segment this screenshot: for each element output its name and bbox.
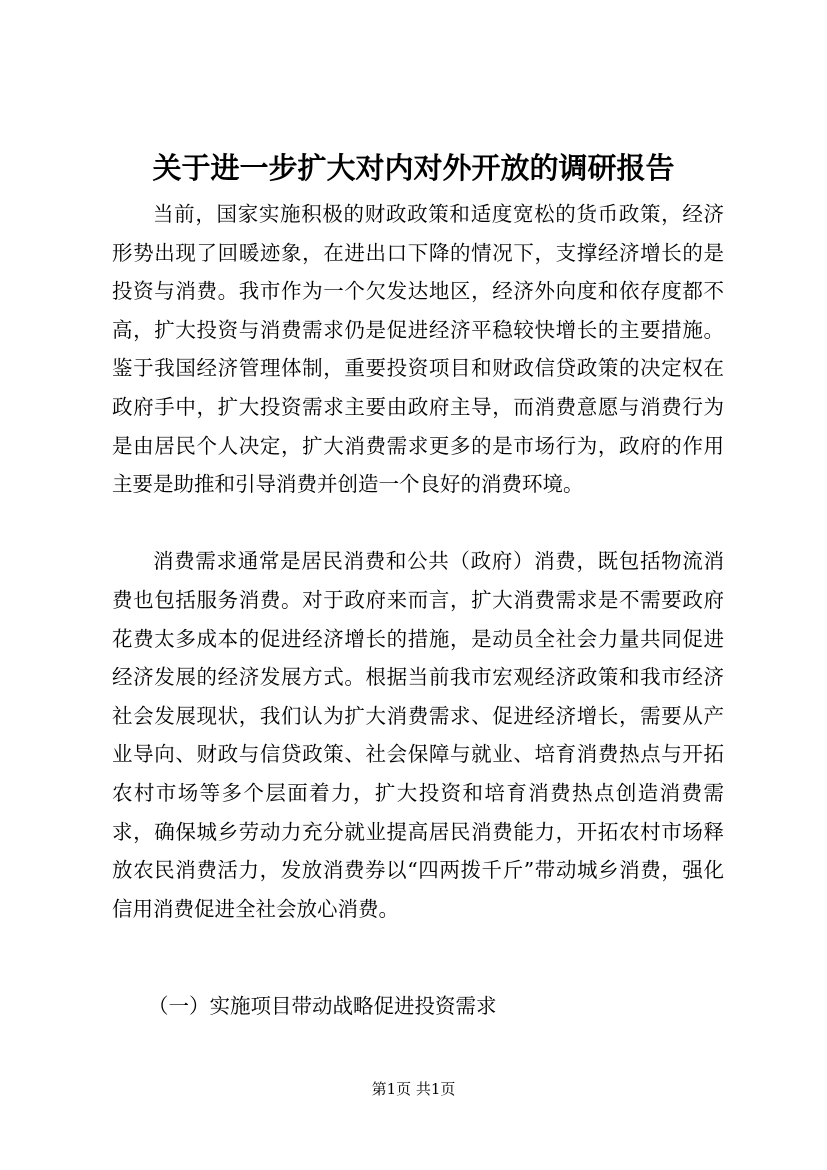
document-body — [112, 195, 724, 928]
paragraph: 当前，国家实施积极的财政政策和适度宽松的货币政策，经济形势出现了回暖迹象，在进出口下降的情况下，支撑经济增长的是投资与消费。我市作为一个欠发达地区，经济外向度和依存度都不高，扩大投资与消费需求仍是促进经济平稳较快增长的主要措施。鉴于我国经济管理体制，重要投资项目和财政信贷政策的决定权在政府手中，扩大投资需求主要由政府主导，而消费意愿与消费行为是由居民个人决定，扩大消费需求更多的是市场行为，政府的作用主要是助推和引导消费并创造一个良好的消费环境。 — [112, 202, 724, 497]
section-heading: （一）实施项目带动战略促进投资需求 — [148, 994, 497, 1018]
page-footer: 第1页 共1页 — [371, 1080, 456, 1098]
paragraph: 消费需求通常是居民消费和公共（政府）消费，既包括物流消费也包括服务消费。对于政府来而言，扩大消费需求是不需要政府花费太多成本的促进经济增长的措施，是动员全社会力量共同促进经济发展的经济发展方式。根据当前我市宏观经济政策和我市经济社会发展现状，我们认为扩大消费需求、促进经济增长，需要从产业导向、财政与信贷政策、社会保障与就业、培育消费热点与开拓农村市场等多个层面着力，扩大投资和培育消费热点创造消费需求，确保城乡劳动力充分就业提高居民消费能力，开拓农村市场释放农民消费活力，发放消费券以“四两拨千斤”带动城乡消费，强化信用消费促进全社会放心消费。 — [112, 549, 724, 921]
document-title: 关于进一步扩大对内对外开放的调研报告 — [152, 151, 675, 185]
